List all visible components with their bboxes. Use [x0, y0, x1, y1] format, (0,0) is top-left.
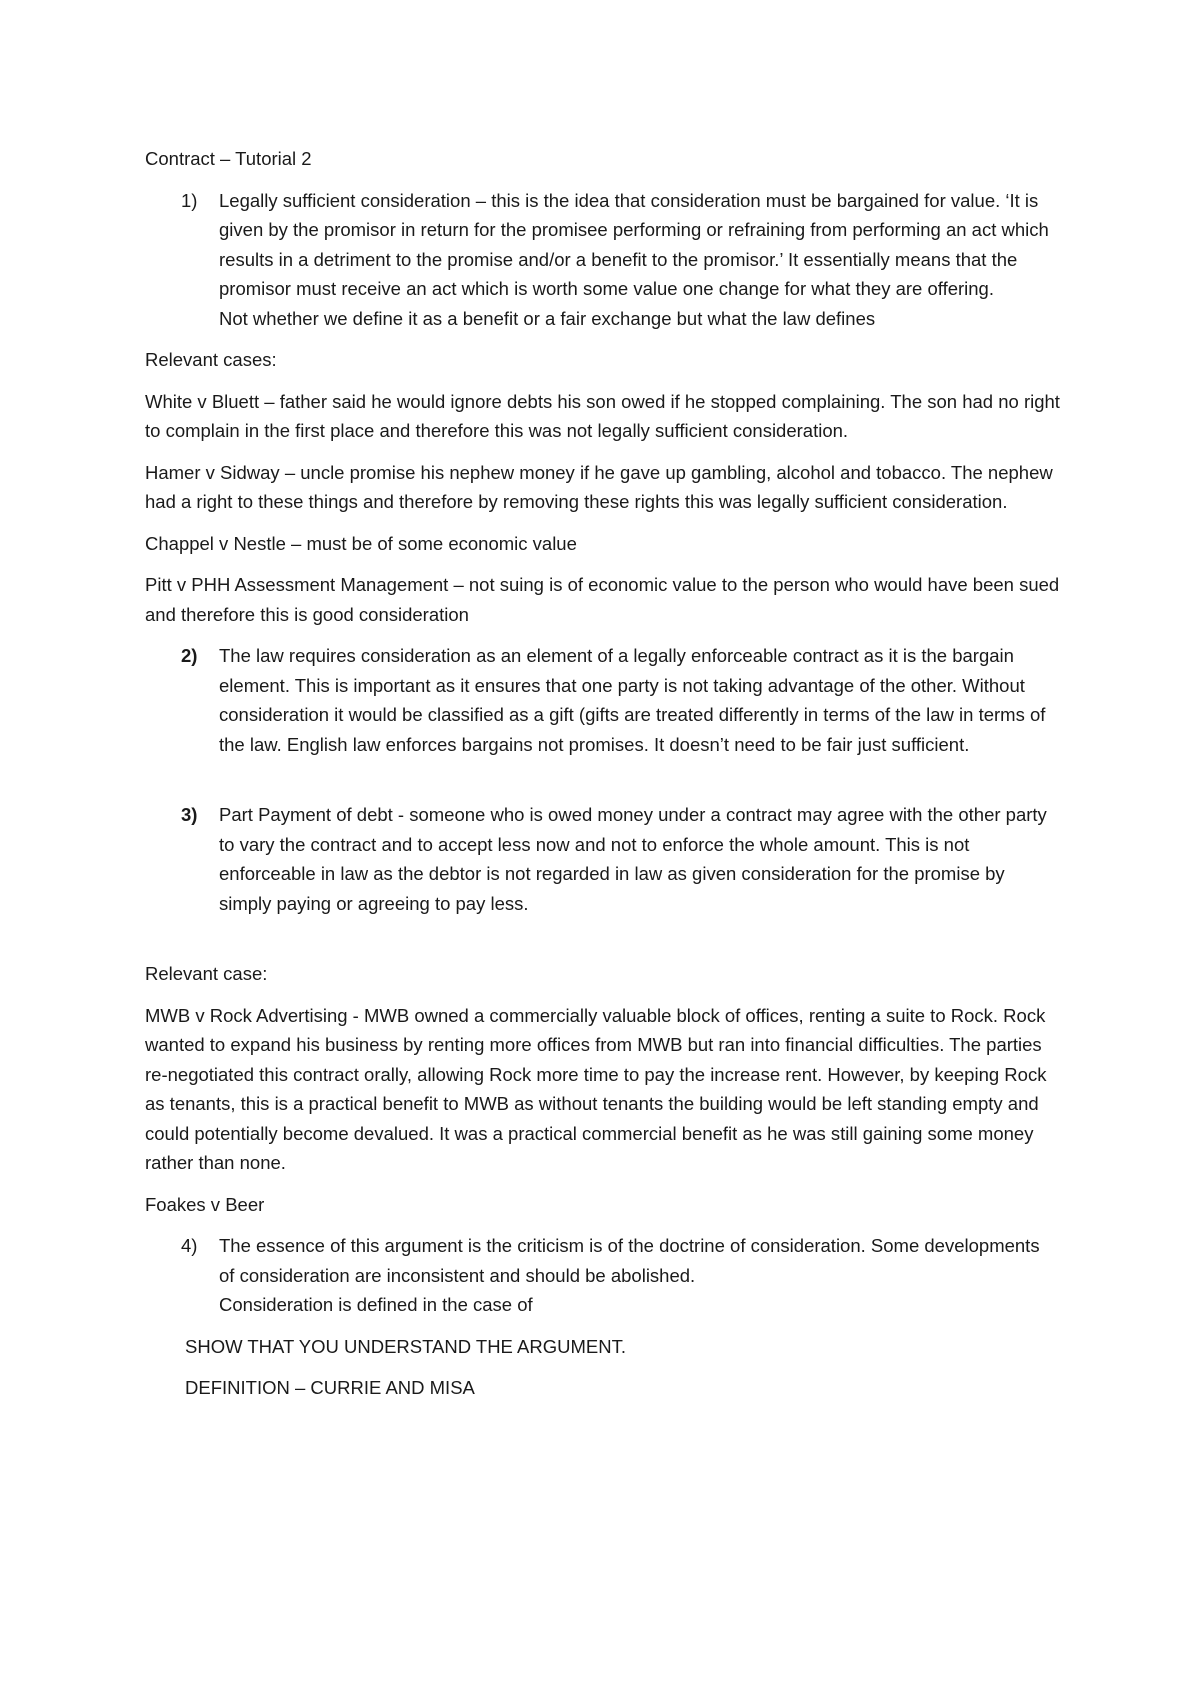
show-understanding-line: SHOW THAT YOU UNDERSTAND THE ARGUMENT. — [185, 1335, 626, 1357]
question-4 — [145, 1231, 1060, 1320]
question-4-text: The essence of this argument is the criticism is of the doctrine of consideration. Some developments of consideration are inconsistent and should be abolished. — [219, 1235, 1040, 1286]
case-foakes-v-beer: Foakes v Beer — [145, 1193, 265, 1215]
case-white-v-bluett: White v Bluett – father said he would ignore debts his son owed if he stopped complaining. The son had no right to complain in the first place and therefore this was not legally sufficient consideration. — [145, 390, 1060, 441]
question-1-note: Not whether we define it as a benefit or a fair exchange but what the law defines — [219, 307, 876, 329]
document-title: Contract – Tutorial 2 — [145, 148, 312, 169]
question-2-text: The law requires consideration as an element of a legally enforceable contract as it is the bargain element. This is important as it ensures that one party is not taking advantage of the other. Without consideration it would be classified as a gift (gifts are treated differently in terms of the law in terms of the law. English law enforces bargains not promises. It doesn’t need to be fair just sufficient. — [219, 645, 1046, 755]
question-1-number: 1) — [181, 189, 198, 211]
spacer — [145, 771, 1060, 800]
case-mwb-v-rock: MWB v Rock Advertising - MWB owned a commercially valuable block of offices, renting a suite to Rock. Rock wanted to expand his business by renting more offices from MWB but ran into financial difficulties. The parties re-negotiated this contract orally, allowing Rock more time to pay the increase rent. However, by keeping Rock as tenants, this is a practical benefit to MWB as without tenants the building would be left standing empty and could potentially become devalued. It was a practical commercial benefit as he was still gaining some money rather than none. — [145, 1004, 1047, 1173]
definition-line: DEFINITION – CURRIE AND MISA — [185, 1377, 475, 1398]
case-chappel-v-nestle: Chappel v Nestle – must be of some economic value — [145, 532, 577, 554]
question-4-note: Consideration is defined in the case of — [219, 1294, 533, 1315]
case-hamer-v-sidway: Hamer v Sidway – uncle promise his nephew money if he gave up gambling, alcohol and tobacco. The nephew had a right to these things and therefore by removing these rights this was legally sufficient consideration. — [145, 461, 1053, 512]
question-list-1 — [145, 186, 1060, 334]
question-list-4 — [145, 1231, 1060, 1320]
question-2 — [145, 641, 1060, 759]
question-list-3 — [145, 800, 1060, 918]
question-1 — [145, 186, 1060, 334]
question-list-2 — [145, 641, 1060, 759]
spacer — [145, 930, 1060, 959]
relevant-cases-heading: Relevant cases: — [145, 349, 277, 370]
case-pitt-v-phh: Pitt v PHH Assessment Management – not suing is of economic value to the person who would have been sued and therefore this is good consideration — [145, 574, 1060, 625]
question-1-text: Legally sufficient consideration – this is the idea that consideration must be bargained for value. ‘It is given by the promisor in return for the promisee performing or refraining from performing an act which results in a detriment to the promise and/or a benefit to the promisor.’ It essentially means that the promisor must receive an act which is worth some value one change for what they are offering. — [219, 189, 1049, 299]
question-4-number: 4) — [181, 1235, 198, 1256]
question-2-number: 2) — [181, 645, 198, 666]
question-3-text: Part Payment of debt - someone who is owed money under a contract may agree with the other party to vary the contract and to accept less now and not to enforce the whole amount. This is not enforceable in law as the debtor is not regarded in law as given consideration for the promise by simply paying or agreeing to pay less. — [219, 804, 1047, 914]
relevant-case-heading: Relevant case: — [145, 963, 268, 984]
question-3-number: 3) — [181, 804, 198, 825]
question-3 — [145, 800, 1060, 918]
document-body — [145, 144, 1060, 1415]
